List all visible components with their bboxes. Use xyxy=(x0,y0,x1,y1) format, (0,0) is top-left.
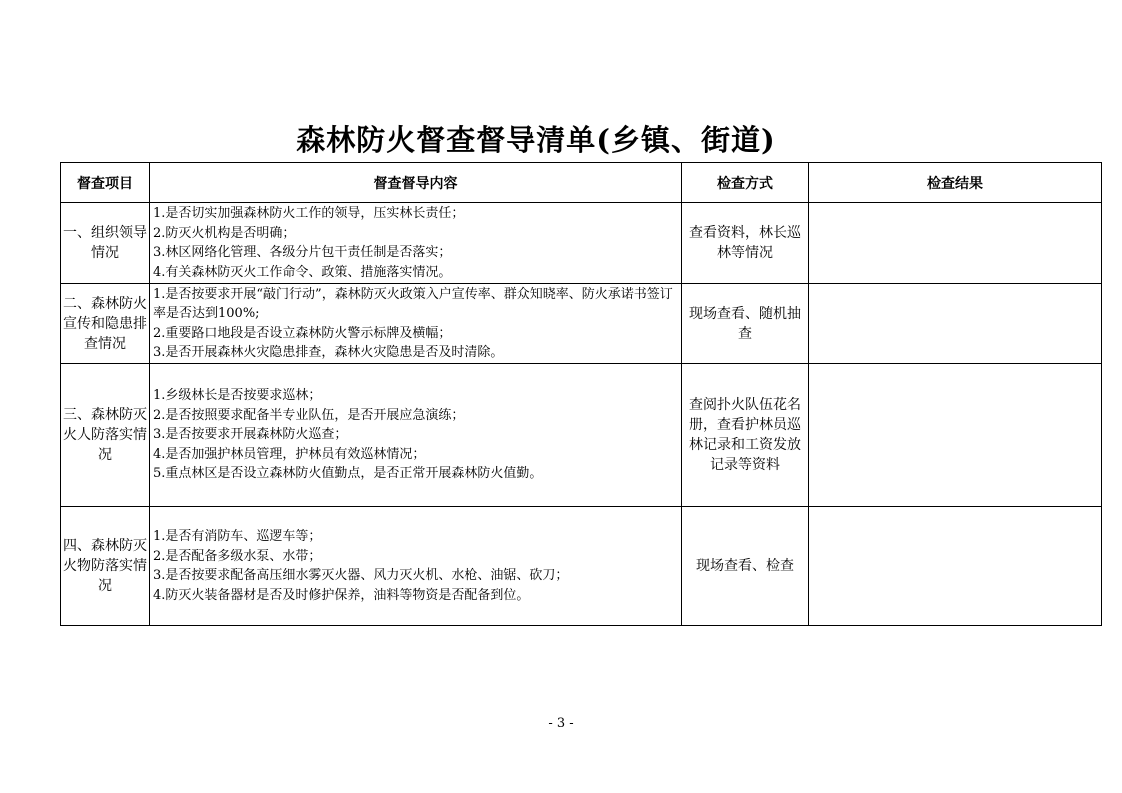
content-line: 5.重点林区是否设立森林防火值勤点，是否正常开展森林防火值勤。 xyxy=(153,466,543,482)
content-line: 4.是否加强护林员管理，护林员有效巡林情况； xyxy=(153,446,426,462)
header-item: 督查项目 xyxy=(61,163,150,203)
table-row xyxy=(61,203,1102,284)
page-number: - 3 - xyxy=(548,716,574,731)
row-content-cell xyxy=(150,284,682,364)
row-method-cell: 现场查看、检查 xyxy=(682,507,809,626)
content-line: 2.防灭火机构是否明确； xyxy=(153,225,296,241)
content-line: 4.防灭火装备器材是否及时修护保养，油料等物资是否配备到位。 xyxy=(153,587,530,603)
content-line: 1.是否按要求开展“敲门行动”，森林防灭火政策入户宣传率、群众知晓率、防火承诺书签订率是否达到100%; xyxy=(153,286,673,321)
row-content-cell xyxy=(150,203,682,284)
row-result-cell[interactable] xyxy=(809,203,1102,284)
content-line: 2.是否配备多级水泵、水带； xyxy=(153,548,322,564)
row-item-cell: 三、森林防灭火人防落实情况 xyxy=(61,364,150,507)
table-row xyxy=(61,364,1102,507)
document-title: 森林防火督查督导清单(乡镇、街道) xyxy=(296,123,776,157)
row-content-cell xyxy=(150,507,682,626)
content-line: 3.是否按要求配备高压细水雾灭火器、风力灭火机、水枪、油锯、砍刀； xyxy=(153,568,569,583)
content-line: 2.重要路口地段是否设立森林防火警示标牌及横幅； xyxy=(153,325,452,341)
header-content: 督查督导内容 xyxy=(150,163,682,203)
content-line: 2.是否按照要求配备半专业队伍，是否开展应急演练； xyxy=(153,407,465,423)
content-line: 3.是否开展森林火灾隐患排查，森林火灾隐患是否及时清除。 xyxy=(153,345,504,360)
content-line: 4.有关森林防灭火工作命令、政策、措施落实情况。 xyxy=(153,264,452,280)
table-header-row xyxy=(61,163,1102,203)
row-method-cell: 查阅扑火队伍花名册，查看护林员巡林记录和工资发放记录等资料 xyxy=(682,364,809,507)
inspection-checklist-table xyxy=(60,162,1102,626)
content-line: 1.乡级林长是否按要求巡林； xyxy=(153,388,322,404)
header-result: 检查结果 xyxy=(809,163,1102,203)
row-content-cell xyxy=(150,364,682,507)
row-result-cell[interactable] xyxy=(809,364,1102,507)
table-row xyxy=(61,284,1102,364)
header-method: 检查方式 xyxy=(682,163,809,203)
content-line: 3.是否按要求开展森林防火巡查； xyxy=(153,427,348,443)
row-item-cell: 一、组织领导情况 xyxy=(61,203,150,284)
row-method-cell: 查看资料，林长巡林等情况 xyxy=(682,203,809,284)
row-result-cell[interactable] xyxy=(809,284,1102,364)
row-item-cell: 四、森林防灭火物防落实情况 xyxy=(61,507,150,626)
row-method-cell: 现场查看、随机抽查 xyxy=(682,284,809,364)
content-line: 3.林区网络化管理、各级分片包干责任制是否落实； xyxy=(153,245,452,260)
content-line: 1.是否有消防车、巡逻车等； xyxy=(153,529,322,544)
table-row xyxy=(61,507,1102,626)
content-line: 1.是否切实加强森林防火工作的领导，压实林长责任； xyxy=(153,206,465,221)
row-result-cell[interactable] xyxy=(809,507,1102,626)
row-item-cell: 二、森林防火宣传和隐患排查情况 xyxy=(61,284,150,364)
